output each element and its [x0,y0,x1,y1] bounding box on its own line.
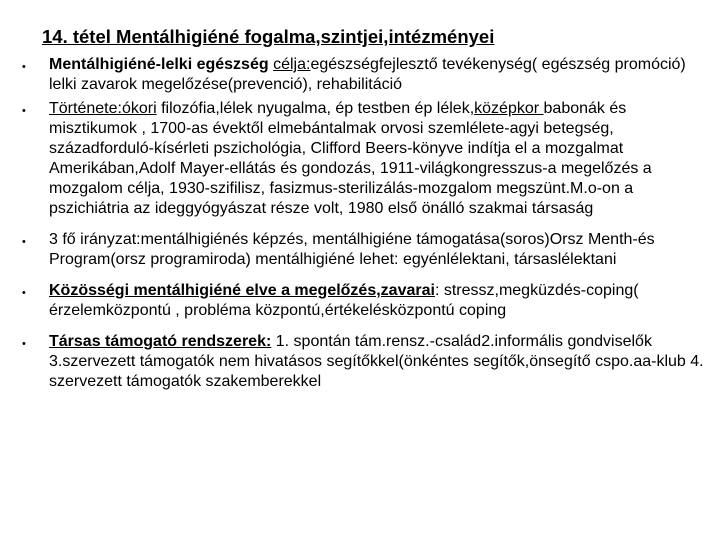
bullet-item [18,55,708,95]
bullet-item [18,281,708,321]
bullet-list [18,55,708,396]
bullet-marker: • [22,105,26,117]
bullet-text-run: babonák és misztikumok , 1700-as évektől elmebántalmak orvosi szemlélete-agyi betegség, századforduló-kísérleti pszichológia, Clifford Beers-könyve indítja el a mozgalmat Amerikában,Adolf Mayer-ellátás és gondozás, 1911-világkongresszus-a megelőzés a mozgalom célja, 1930-szifilisz, fasizmus-sterilizálás-mozgalom megszünt.M.o-on a pszichiátria az ideggyógyászat része volt, 1980 első önálló szakmai társaság [49,100,652,217]
bullet-marker: • [22,338,26,350]
slide-title: 14. tétel Mentálhigiéné fogalma,szintjei,intézményei [42,26,495,47]
bullet-marker: • [22,287,26,299]
bullet-text-run: 1. spontán tám.rensz.-család2.informális gondviselők 3.szervezett támogatók nem hivatásos segítőkkel(önkéntes segítők,önsegítő cspo.aa-klub 4. szervezett támogatók szakemberekkel [49,333,704,390]
bullet-text-run: Története: [49,100,122,117]
bullet-text-run: Közösségi mentálhigiéné elve a megelőzés,zavarai [49,282,435,299]
bullet-text-run: Társas támogató rendszerek: [49,333,272,350]
bullet-item [18,99,708,219]
bullet-text-run: filozófia,lélek nyugalma, ép testben ép lélek, [156,100,475,117]
bullet-text-run: egészségfejlesztő tevékenység( egészség promóció) lelki zavarok megelőzése(prevenció), rehabilitáció [49,56,686,93]
bullet-text-run: Mentálhigiéné-lelki egészség [49,56,274,73]
bullet-text-run: : stressz,megküzdés-coping( érzelemközpontú , probléma központú,értékelésközpontú coping [49,282,639,319]
bullet-text-run: középkor [474,100,544,117]
bullet-item [18,230,708,270]
bullet-text-run: ókori [121,100,157,117]
bullet-text-run: célja: [273,56,311,73]
bullet-marker: • [22,61,26,73]
bullet-marker: • [22,236,26,248]
bullet-text-run: 3 fő irányzat:mentálhigiénés képzés, mentálhigiéne támogatása(soros)Orsz Menth-és Program(orsz programiroda) mentálhigiéné lehet: egyénlélektani, társaslélektani [49,231,655,268]
bullet-item [18,332,708,392]
